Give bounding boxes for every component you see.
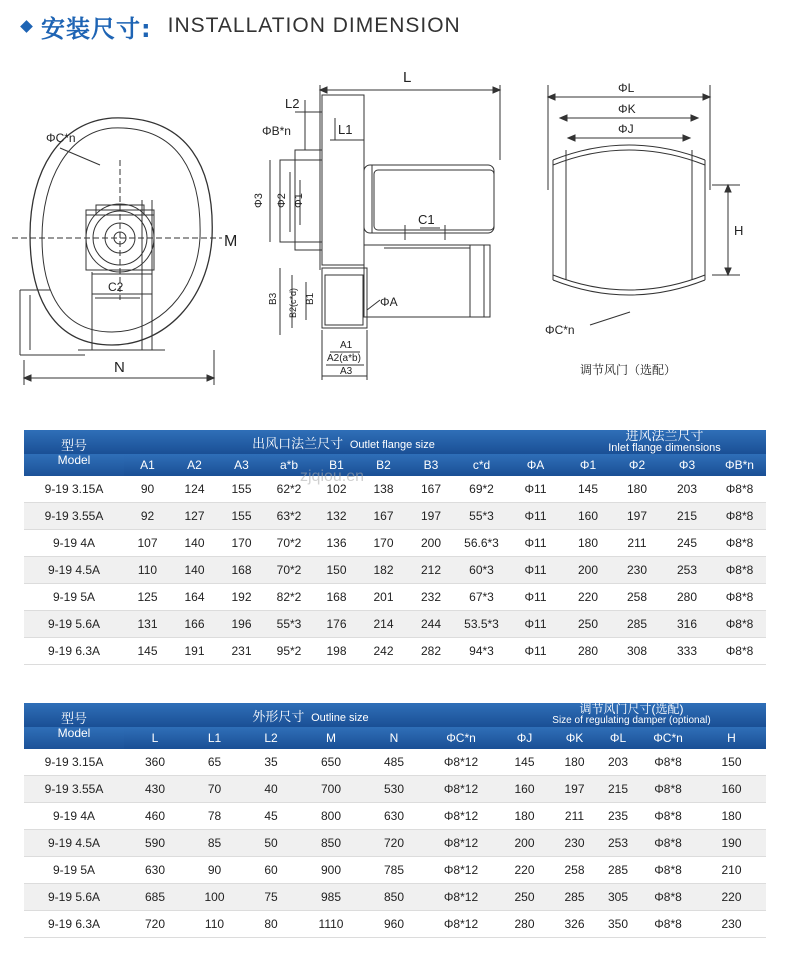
value-cell: 1110	[299, 911, 363, 938]
model-cell: 9-19 4A	[24, 803, 124, 830]
value-cell: 245	[661, 530, 713, 557]
value-cell: 850	[299, 830, 363, 857]
value-cell: 235	[597, 803, 639, 830]
value-cell: Φ8*8	[713, 530, 766, 557]
value-cell: Φ8*8	[713, 503, 766, 530]
label-phi-j: ΦJ	[618, 122, 634, 136]
model-header	[24, 703, 124, 749]
value-cell: 55*3	[265, 611, 313, 638]
model-header-cn: 型号	[60, 711, 87, 726]
value-cell: 200	[563, 557, 613, 584]
value-cell: 590	[124, 830, 186, 857]
value-cell: 140	[171, 557, 218, 584]
value-cell: 180	[697, 803, 766, 830]
value-cell: 145	[124, 638, 171, 665]
table-row	[24, 803, 766, 830]
value-cell: 326	[552, 911, 597, 938]
value-cell: 485	[363, 749, 425, 776]
table-row	[24, 830, 766, 857]
value-cell: 650	[299, 749, 363, 776]
section-title-cn: 安装尺寸:	[41, 14, 152, 43]
value-cell: 107	[124, 530, 171, 557]
inlet-header-en: Inlet flange dimensions	[608, 442, 721, 454]
value-cell: 214	[360, 611, 407, 638]
value-cell: 160	[697, 776, 766, 803]
value-cell: 176	[313, 611, 360, 638]
model-cell: 9-19 4.5A	[24, 557, 124, 584]
value-cell: 168	[313, 584, 360, 611]
table-row	[24, 530, 766, 557]
column-header: H	[727, 731, 736, 745]
value-cell: 110	[186, 911, 243, 938]
damper-group-header	[497, 703, 766, 727]
model-cell: 9-19 3.15A	[24, 749, 124, 776]
column-header: ΦJ	[516, 731, 533, 745]
column-header: A3	[234, 458, 249, 472]
value-cell: 50	[243, 830, 299, 857]
value-cell: Φ11	[508, 584, 563, 611]
value-cell: Φ11	[508, 611, 563, 638]
table-row	[24, 638, 766, 665]
value-cell: 630	[124, 857, 186, 884]
value-cell: 250	[497, 884, 552, 911]
value-cell: 92	[124, 503, 171, 530]
label-a3: A3	[340, 366, 353, 377]
value-cell: 285	[613, 611, 661, 638]
value-cell: 210	[697, 857, 766, 884]
label-a1: A1	[340, 340, 353, 351]
front-view-drawing	[12, 118, 222, 385]
value-cell: 700	[299, 776, 363, 803]
value-cell: 285	[597, 857, 639, 884]
value-cell: 131	[124, 611, 171, 638]
value-cell: Φ11	[508, 476, 563, 503]
value-cell: 164	[171, 584, 218, 611]
inlet-group-header	[563, 430, 766, 454]
value-cell: 282	[407, 638, 455, 665]
value-cell: 316	[661, 611, 713, 638]
value-cell: 360	[124, 749, 186, 776]
value-cell: 150	[313, 557, 360, 584]
table-row	[24, 557, 766, 584]
value-cell: Φ8*8	[639, 911, 697, 938]
value-cell: 203	[597, 749, 639, 776]
value-cell: 145	[497, 749, 552, 776]
value-cell: 242	[360, 638, 407, 665]
label-n: N	[114, 359, 125, 376]
value-cell: 170	[218, 530, 265, 557]
value-cell: 305	[597, 884, 639, 911]
label-phi-cn: ΦC*n	[46, 131, 76, 145]
column-header-row	[24, 727, 766, 749]
value-cell: 140	[171, 530, 218, 557]
value-cell: 200	[407, 530, 455, 557]
value-cell: 333	[661, 638, 713, 665]
value-cell: 170	[360, 530, 407, 557]
column-header: L1	[207, 731, 222, 745]
table-row	[24, 584, 766, 611]
value-cell: 285	[552, 884, 597, 911]
value-cell: 85	[186, 830, 243, 857]
value-cell: 167	[407, 476, 455, 503]
value-cell: Φ8*8	[713, 557, 766, 584]
model-header-en: Model	[57, 453, 91, 467]
column-header: M	[326, 731, 336, 745]
value-cell: 350	[597, 911, 639, 938]
value-cell: Φ8*8	[713, 476, 766, 503]
value-cell: 70	[186, 776, 243, 803]
value-cell: 253	[597, 830, 639, 857]
label-b2: B2(c*d)	[288, 287, 298, 318]
value-cell: 63*2	[265, 503, 313, 530]
table-row	[24, 776, 766, 803]
damper-header-cn: 调节风门尺寸(选配)	[579, 702, 684, 716]
value-cell: 258	[613, 584, 661, 611]
value-cell: 180	[563, 530, 613, 557]
value-cell: 530	[363, 776, 425, 803]
value-cell: Φ8*8	[639, 884, 697, 911]
value-cell: 215	[661, 503, 713, 530]
column-header: B3	[423, 458, 439, 472]
model-cell: 9-19 5A	[24, 584, 124, 611]
value-cell: Φ8*8	[639, 857, 697, 884]
value-cell: Φ8*12	[425, 776, 497, 803]
value-cell: 160	[497, 776, 552, 803]
value-cell: 155	[218, 503, 265, 530]
value-cell: Φ8*8	[639, 803, 697, 830]
value-cell: 75	[243, 884, 299, 911]
model-cell: 9-19 3.55A	[24, 776, 124, 803]
column-header: ΦK	[565, 731, 584, 745]
label-m: M	[224, 233, 238, 250]
value-cell: Φ8*8	[639, 776, 697, 803]
value-cell: 800	[299, 803, 363, 830]
model-cell: 9-19 5.6A	[24, 884, 124, 911]
value-cell: 201	[360, 584, 407, 611]
value-cell: 280	[563, 638, 613, 665]
value-cell: 69*2	[455, 476, 508, 503]
value-cell: 180	[497, 803, 552, 830]
model-cell: 9-19 4.5A	[24, 830, 124, 857]
value-cell: Φ8*12	[425, 857, 497, 884]
value-cell: 100	[186, 884, 243, 911]
value-cell: 35	[243, 749, 299, 776]
value-cell: 62*2	[265, 476, 313, 503]
value-cell: Φ8*12	[425, 884, 497, 911]
value-cell: 70*2	[265, 530, 313, 557]
value-cell: 985	[299, 884, 363, 911]
value-cell: 720	[363, 830, 425, 857]
value-cell: 203	[661, 476, 713, 503]
value-cell: Φ8*12	[425, 911, 497, 938]
value-cell: 190	[697, 830, 766, 857]
column-header: Φ3	[678, 458, 696, 472]
value-cell: 70*2	[265, 557, 313, 584]
value-cell: 230	[552, 830, 597, 857]
value-cell: 253	[661, 557, 713, 584]
value-cell: 168	[218, 557, 265, 584]
model-cell: 9-19 4A	[24, 530, 124, 557]
value-cell: Φ8*12	[425, 749, 497, 776]
column-header: c*d	[472, 458, 491, 472]
label-phi-l: ΦL	[618, 81, 635, 95]
value-cell: Φ8*8	[639, 830, 697, 857]
value-cell: 45	[243, 803, 299, 830]
value-cell: 60	[243, 857, 299, 884]
value-cell: 182	[360, 557, 407, 584]
value-cell: 180	[613, 476, 661, 503]
value-cell: 55*3	[455, 503, 508, 530]
table-row	[24, 911, 766, 938]
value-cell: 220	[563, 584, 613, 611]
label-phi2: Φ2	[276, 193, 288, 208]
column-header: ΦC*n	[446, 731, 476, 745]
value-cell: 180	[552, 749, 597, 776]
flange-table-body	[24, 476, 766, 665]
value-cell: 60*3	[455, 557, 508, 584]
column-header: L	[151, 731, 159, 745]
damper-drawing	[548, 85, 740, 325]
model-cell: 9-19 3.15A	[24, 476, 124, 503]
value-cell: 110	[124, 557, 171, 584]
value-cell: 191	[171, 638, 218, 665]
outline-size-table	[24, 703, 766, 938]
value-cell: 67*3	[455, 584, 508, 611]
section-title-en: INSTALLATION DIMENSION	[167, 14, 461, 37]
model-cell: 9-19 5A	[24, 857, 124, 884]
outlet-group-header	[124, 430, 563, 454]
value-cell: 53.5*3	[455, 611, 508, 638]
section-header	[18, 10, 461, 42]
damper-note: 调节风门（选配）	[580, 363, 677, 377]
column-header: ΦC*n	[653, 731, 683, 745]
column-header: L2	[264, 731, 278, 745]
value-cell: 155	[218, 476, 265, 503]
value-cell: 145	[563, 476, 613, 503]
table-row	[24, 857, 766, 884]
outline-table-body	[24, 749, 766, 938]
value-cell: 160	[563, 503, 613, 530]
value-cell: 308	[613, 638, 661, 665]
column-header: A1	[140, 458, 155, 472]
value-cell: 211	[552, 803, 597, 830]
label-l2: L2	[285, 96, 300, 111]
value-cell: 138	[360, 476, 407, 503]
table-row	[24, 749, 766, 776]
label-phi-cn-damper: ΦC*n	[545, 323, 575, 337]
diamond-bullet-icon	[20, 20, 33, 33]
value-cell: 460	[124, 803, 186, 830]
value-cell: 200	[497, 830, 552, 857]
model-cell: 9-19 3.55A	[24, 503, 124, 530]
value-cell: 132	[313, 503, 360, 530]
outlet-header-cn: 出风口法兰尺寸	[252, 435, 344, 451]
value-cell: Φ8*12	[425, 803, 497, 830]
value-cell: 65	[186, 749, 243, 776]
column-header: B2	[376, 458, 391, 472]
value-cell: 94*3	[455, 638, 508, 665]
label-c1: C1	[418, 212, 435, 227]
value-cell: 960	[363, 911, 425, 938]
value-cell: 230	[697, 911, 766, 938]
value-cell: 197	[552, 776, 597, 803]
value-cell: 244	[407, 611, 455, 638]
column-header: N	[389, 731, 399, 745]
value-cell: Φ8*8	[713, 584, 766, 611]
value-cell: 220	[697, 884, 766, 911]
value-cell: 630	[363, 803, 425, 830]
side-view-drawing	[270, 85, 500, 380]
model-header	[24, 430, 124, 476]
value-cell: 136	[313, 530, 360, 557]
model-cell: 9-19 5.6A	[24, 611, 124, 638]
label-b1: B1	[305, 292, 316, 305]
label-l1: L1	[338, 122, 353, 137]
column-header: B1	[329, 458, 344, 472]
damper-header-en: Size of regulating damper (optional)	[552, 715, 711, 726]
label-phi1: Φ1	[293, 193, 305, 208]
outline-header-cn: 外形尺寸	[252, 708, 305, 724]
table-row	[24, 884, 766, 911]
watermark: zjqiou.en	[300, 468, 365, 485]
value-cell: 197	[613, 503, 661, 530]
value-cell: 127	[171, 503, 218, 530]
value-cell: 198	[313, 638, 360, 665]
value-cell: 280	[497, 911, 552, 938]
installation-diagram	[0, 50, 790, 390]
table-row	[24, 476, 766, 503]
column-header: A2	[187, 458, 202, 472]
value-cell: 166	[171, 611, 218, 638]
value-cell: 215	[597, 776, 639, 803]
model-cell: 9-19 6.3A	[24, 638, 124, 665]
value-cell: Φ8*8	[713, 638, 766, 665]
value-cell: 220	[497, 857, 552, 884]
label-a2: A2(a*b)	[327, 353, 361, 364]
value-cell: 192	[218, 584, 265, 611]
column-header: ΦL	[609, 731, 627, 745]
table-header-row	[24, 430, 766, 454]
table-row	[24, 611, 766, 638]
label-b3: B3	[268, 292, 279, 305]
value-cell: 258	[552, 857, 597, 884]
value-cell: 250	[563, 611, 613, 638]
value-cell: Φ11	[508, 503, 563, 530]
outline-group-header	[124, 703, 497, 727]
value-cell: Φ8*12	[425, 830, 497, 857]
value-cell: 197	[407, 503, 455, 530]
label-l: L	[403, 69, 412, 86]
model-header-cn: 型号	[60, 438, 87, 453]
value-cell: 124	[171, 476, 218, 503]
label-phi-a: ΦA	[380, 295, 398, 309]
inlet-header-cn: 进风法兰尺寸	[625, 428, 704, 443]
label-c2: C2	[108, 280, 124, 294]
column-header: ΦA	[526, 458, 545, 472]
value-cell: 125	[124, 584, 171, 611]
value-cell: 785	[363, 857, 425, 884]
column-header: a*b	[279, 458, 299, 472]
value-cell: 280	[661, 584, 713, 611]
model-header-en: Model	[57, 726, 91, 740]
value-cell: 196	[218, 611, 265, 638]
value-cell: Φ8*8	[713, 611, 766, 638]
value-cell: 720	[124, 911, 186, 938]
value-cell: Φ11	[508, 557, 563, 584]
column-header: Φ2	[628, 458, 646, 472]
outline-header-en: Outline size	[311, 711, 369, 724]
table-header-row	[24, 703, 766, 727]
value-cell: 230	[613, 557, 661, 584]
value-cell: 40	[243, 776, 299, 803]
value-cell: 95*2	[265, 638, 313, 665]
value-cell: Φ11	[508, 638, 563, 665]
column-header: ΦB*n	[725, 458, 754, 472]
value-cell: 231	[218, 638, 265, 665]
value-cell: 90	[186, 857, 243, 884]
value-cell: 430	[124, 776, 186, 803]
value-cell: 900	[299, 857, 363, 884]
value-cell: 80	[243, 911, 299, 938]
column-header-row	[24, 454, 766, 476]
value-cell: Φ8*8	[639, 749, 697, 776]
value-cell: 211	[613, 530, 661, 557]
value-cell: 212	[407, 557, 455, 584]
model-cell: 9-19 6.3A	[24, 911, 124, 938]
value-cell: 850	[363, 884, 425, 911]
value-cell: 56.6*3	[455, 530, 508, 557]
value-cell: 102	[313, 476, 360, 503]
value-cell: 78	[186, 803, 243, 830]
value-cell: 685	[124, 884, 186, 911]
value-cell: 82*2	[265, 584, 313, 611]
outlet-header-en: Outlet flange size	[349, 438, 435, 451]
value-cell: 167	[360, 503, 407, 530]
label-h: H	[734, 223, 744, 238]
table-row	[24, 503, 766, 530]
value-cell: 232	[407, 584, 455, 611]
label-phi-k: ΦK	[618, 102, 636, 116]
column-header: Φ1	[579, 458, 597, 472]
value-cell: 90	[124, 476, 171, 503]
value-cell: 150	[697, 749, 766, 776]
flange-size-table	[24, 430, 766, 665]
label-phi3: Φ3	[253, 193, 265, 208]
label-phi-bn: ΦB*n	[262, 124, 291, 138]
value-cell: Φ11	[508, 530, 563, 557]
